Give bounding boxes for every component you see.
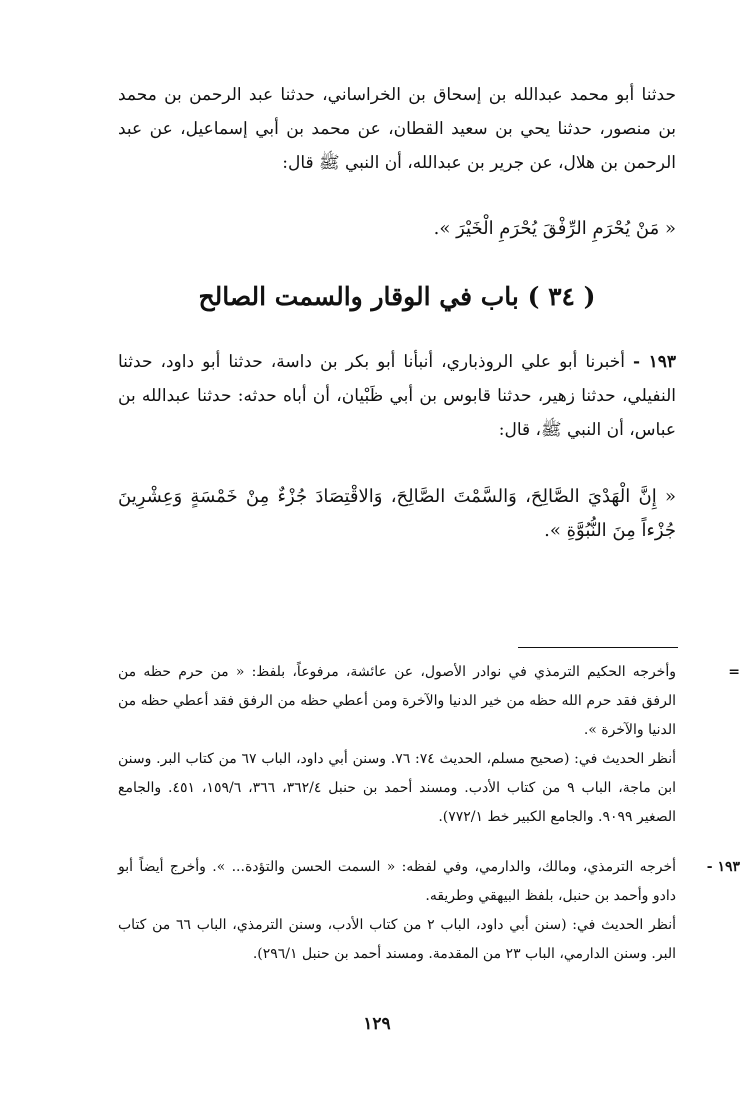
section-heading: ( ٣٤ ) باب في الوقار والسمت الصالح [198,282,596,311]
hadith-quote-2: « إِنَّ الْهَدْيَ الصَّالِحَ، وَالسَّمْتَ الصَّالِحَ، وَالاقْتِصَادَ جُزْءٌ مِنْ خَمْسَةٍ وَعِشْرِينَ جُزْءاً مِنَ النُّبُوَّةِ ». [118,486,676,541]
footnote-divider [518,647,678,648]
hadith-text: أخبرنا أبو علي الروذباري، أنبأنا أبو بكر بن داسة، حدثنا أبو داود، حدثنا النفيلي، حدثنا زهير، حدثنا قابوس بن أبي ظَبْيان، أن أباه حدثه: حدثنا عبدالله بن عباس، أن النبي ﷺ، قال: [118,352,676,440]
footnote [118,658,740,832]
hadith-number: ١٩٣ - [633,352,677,372]
page-number: ١٢٩ [363,1014,391,1034]
hadith-paragraph [118,345,676,447]
footnote-marker: = [728,664,740,680]
footnote-paragraph: وأخرجه الحكيم الترمذي في نوادر الأصول، عن عائشة، مرفوعاً، بلفظ: « من حرم حظه من الرفق فقد حرم الله حظه من خير الدنيا والآخرة ومن أعطي حظه من الرفق فقد أعطي حظه من الدنيا والآخرة ». [118,664,676,738]
footnote-marker: ١٩٣ - [706,859,740,875]
footnote-paragraph: أنظر الحديث في: (صحيح مسلم، الحديث ٧٤: ٧٦. وسنن أبي داود، الباب ٦٧ من كتاب البر. وسنن ابن ماجة، الباب ٩ من كتاب الأدب. ومسند أحمد بن حنبل ٣٦٢/٤، ٣٦٦، ١٥٩/٦، ٤٥١. والجامع الصغير ٩٠٩٩. والجامع الكبير خط ٧٧٢/١). [118,751,677,825]
intro-paragraph: حدثنا أبو محمد عبدالله بن إسحاق بن الخراساني، حدثنا عبد الرحمن بن محمد بن منصور، حدثنا يحي بن سعيد القطان، عن محمد بن أبي إسماعيل، عن عبد الرحمن بن هلال، عن جرير بن عبدالله، أن النبي ﷺ قال: [118,85,676,173]
footnote [118,853,740,969]
hadith-quote: « مَنْ يُحْرَمِ الرِّفْقَ يُحْرَمِ الْخَيْرَ ». [433,218,676,239]
footnote-paragraph: أخرجه الترمذي، ومالك، والدارمي، وفي لفظه: « السمت الحسن والتؤدة... ». وأخرج أيضاً أبو دادو وأحمد بن حنبل، بلفظ البيهقي وطريقه. [118,859,676,904]
footnote-paragraph: أنظر الحديث في: (سنن أبي داود، الباب ٢ من كتاب الأدب، وسنن الترمذي، الباب ٦٦ من كتاب البر. وسنن الدارمي، الباب ٢٣ من المقدمة. ومسند أحمد بن حنبل ٢٩٦/١). [118,917,676,962]
